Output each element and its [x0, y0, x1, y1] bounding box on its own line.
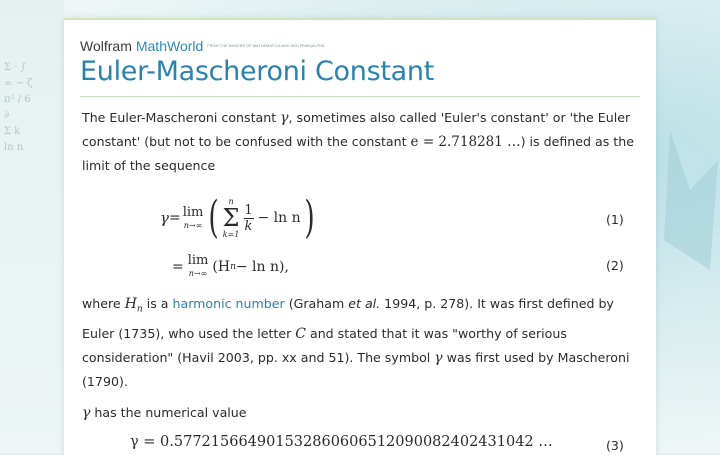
- c-symbol: C: [295, 325, 306, 342]
- equation-2: [172, 254, 289, 279]
- p2-text-4: 1994, p. 278). It was first defined by Euler (1735), who used the letter: [82, 296, 614, 341]
- eq1-left-paren: (: [208, 192, 220, 243]
- background-3d-shape: [660, 120, 720, 280]
- article-page: [64, 18, 656, 455]
- eq1-equals: =: [168, 210, 181, 226]
- eq1-lhs: γ: [160, 209, 169, 227]
- eq2-body: (H: [212, 258, 231, 275]
- p2-text-5: and stated that it was "worthy of serious consideration" (Havil 2003, pp. xx and 51). The symbol: [82, 325, 567, 365]
- eq1-fraction: [244, 203, 254, 234]
- eq1-frac-num: 1: [244, 202, 253, 218]
- eq2-lim-sub: n→∞: [188, 269, 208, 278]
- equation-3: γ = 0.57721566490153286060651209008240243​1042 …: [130, 434, 553, 450]
- p3-text: has the numerical value: [90, 405, 247, 420]
- eq1-sigma: Σ: [222, 204, 240, 232]
- logo-tagline: FROM THE MAKERS OF MATHEMATICA AND WOLFRAM|ALPHA: [207, 43, 325, 48]
- eq1-right-paren: ): [304, 192, 315, 243]
- eq2-number: (2): [606, 258, 624, 273]
- p2-text-1: where: [82, 296, 125, 311]
- hn-sub: n: [136, 304, 143, 315]
- eq2-equals: =: [172, 258, 184, 275]
- intro-paragraph: [82, 106, 642, 177]
- eq1-lim-text: lim: [182, 204, 204, 220]
- eq1-tail: − ln n: [257, 210, 301, 226]
- equation-1: [160, 192, 318, 243]
- eq1-sum-top: n: [228, 197, 234, 206]
- numeric-value-paragraph: [82, 401, 642, 425]
- gamma-symbol-2: γ: [434, 349, 443, 366]
- gamma-symbol: γ: [280, 110, 289, 126]
- p2-text-2: is a: [142, 296, 173, 311]
- eq2-sub: n: [230, 261, 236, 272]
- eq1-lim-sub: n→∞: [183, 220, 203, 230]
- e-expression: e = 2.718281 …: [410, 134, 521, 150]
- title-divider: [80, 96, 640, 97]
- eq1-sum-bottom: k=1: [222, 230, 240, 239]
- eq1-number: (1): [606, 212, 624, 227]
- eq2-lim-text: lim: [187, 253, 209, 268]
- logo-mathworld: MathWorld: [135, 38, 204, 54]
- intro-text-3: ) is defined as the limit of the sequence: [82, 134, 634, 173]
- hn-symbol: H: [124, 296, 137, 312]
- eq2-limit: [188, 254, 209, 279]
- eq1-limit: [183, 206, 204, 231]
- harmonic-number-link[interactable]: harmonic number: [172, 296, 285, 311]
- eq3-number: (3): [606, 438, 624, 453]
- intro-text-2: , sometimes also called 'Euler's constant' or 'the Euler constant' (but not to be confused with the constant: [82, 110, 631, 149]
- page-title: Euler-Mascheroni Constant: [80, 56, 434, 87]
- p2-text-3: (Graham: [284, 296, 349, 311]
- eq1-frac-den: k: [244, 218, 253, 234]
- history-paragraph: [82, 292, 642, 393]
- p2-etal: et al.: [348, 296, 381, 311]
- gamma-symbol-3: γ: [82, 405, 91, 421]
- background-math-decoration: Σ · ∫ ∞ − ζ π² / 6 ∂ Σ k ln n: [4, 62, 33, 153]
- eq2-tail: − ln n),: [235, 258, 289, 275]
- logo-wolfram: Wolfram: [80, 38, 132, 54]
- eq1-sum: [223, 196, 240, 240]
- intro-text-1: The Euler-Mascheroni constant: [82, 110, 281, 125]
- site-logo[interactable]: [80, 38, 325, 54]
- p2-text-6: was first used by Mascheroni (1790).: [82, 349, 630, 389]
